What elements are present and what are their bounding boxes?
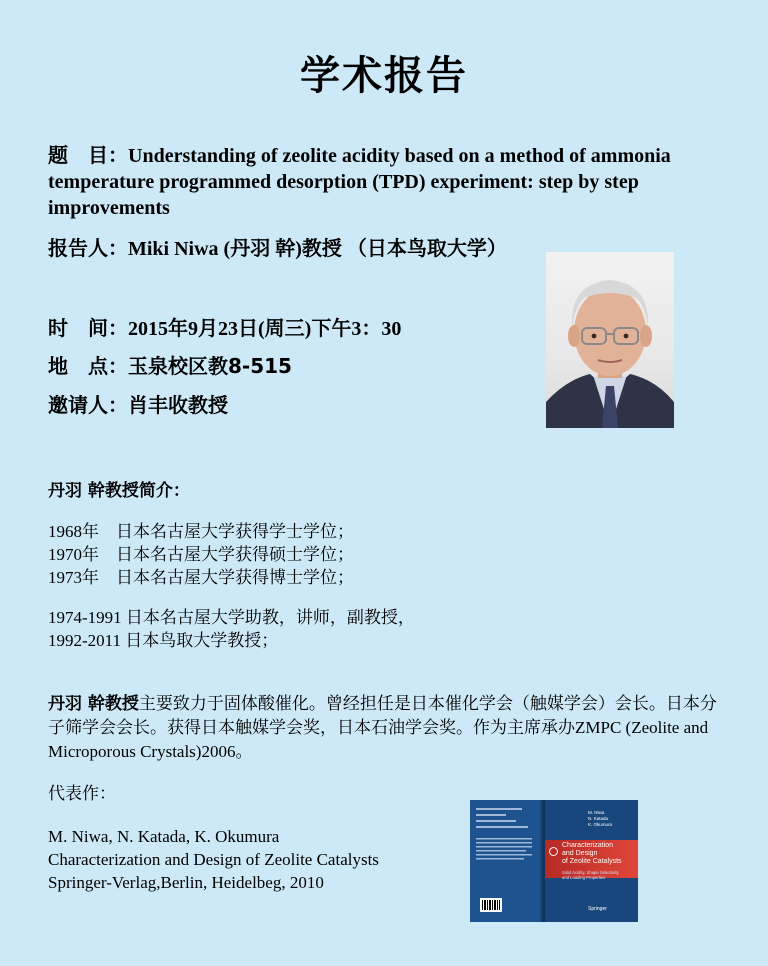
place-label: 地 点： <box>48 354 128 378</box>
inviter-label: 邀请人： <box>48 393 128 417</box>
time-label: 时 间： <box>48 316 128 340</box>
bio-name: 丹羽 幹教授 <box>48 694 139 714</box>
book-emblem-icon <box>549 847 558 856</box>
book-publisher: Springer <box>588 906 607 912</box>
time-text: 2015年9月23日(周三)下午3：30 <box>128 318 402 340</box>
speaker-photo <box>546 252 674 428</box>
bio-paragraph <box>48 692 728 764</box>
topic-text: Understanding of zeolite acidity based on a method of ammonia temperature programmed desorption (TPD) experiment: step by step improvements <box>48 145 671 219</box>
bio-heading: 丹羽 幹教授简介： <box>48 481 190 501</box>
time <box>48 312 401 341</box>
work-authors: M. Niwa, N. Katada, K. Okumura <box>48 827 280 846</box>
book-title: Characterization and Design of Zeolite Catalysts <box>562 842 622 865</box>
place-text: 玉泉校区教8-515 <box>128 354 292 378</box>
position-item: 1992-2011 日本鸟取大学教授； <box>48 631 279 650</box>
topic-label: 题 目： <box>48 143 128 167</box>
degrees-list <box>48 520 354 589</box>
book-authors: M. Niwa N. Katada K. Okumura <box>588 810 613 827</box>
place <box>48 350 292 379</box>
degree-item: 1968年 日本名古屋大学获得学士学位； <box>48 522 354 541</box>
degree-item: 1973年 日本名古屋大学获得博士学位； <box>48 568 354 587</box>
work-publisher: Springer-Verlag,Berlin, Heidelbeg, 2010 <box>48 873 324 892</box>
book-back-text <box>476 808 536 888</box>
speaker-label: 报告人： <box>48 236 128 260</box>
positions-list <box>48 606 415 652</box>
degree-item: 1970年 日本名古屋大学获得硕士学位； <box>48 545 354 564</box>
topic <box>48 142 688 221</box>
inviter-text: 肖丰收教授 <box>128 393 228 417</box>
inviter <box>48 389 228 418</box>
speaker <box>48 232 507 261</box>
page-title: 学术报告 <box>300 53 468 99</box>
works-list <box>48 825 379 894</box>
barcode-icon <box>480 898 502 912</box>
bio-text: 主要致力于固体酸催化。曾经担任是日本催化学会（触媒学会）会长。日本分子筛学会会长。获得日本触媒学会奖，日本石油学会奖。作为主席承办ZMPC (Zeolite and Microporous Crystals)2006。 <box>48 694 717 761</box>
works-heading: 代表作： <box>48 784 116 803</box>
book-subtitle: Solid Acidity, Shape Selectivity and Loading Properties <box>562 870 619 880</box>
book-cover-image <box>470 800 638 922</box>
work-title: Characterization and Design of Zeolite Catalysts <box>48 850 379 869</box>
position-item: 1974-1991 日本名古屋大学助教，讲师，副教授， <box>48 608 415 627</box>
speaker-text: Miki Niwa (丹羽 幹)教授 （日本鸟取大学） <box>128 238 507 260</box>
